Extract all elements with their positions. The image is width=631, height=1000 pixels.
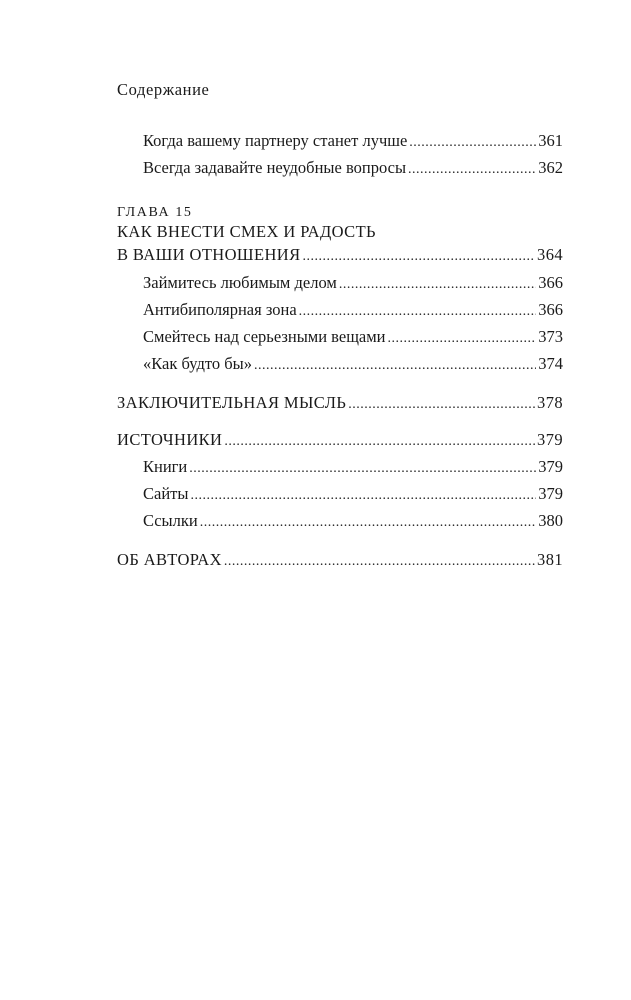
toc-entry-page: 381 — [537, 550, 563, 569]
toc-entry-page: 373 — [538, 327, 563, 346]
toc-entry-page: 374 — [538, 354, 563, 373]
leader-dots — [303, 247, 536, 267]
toc-entry-title: Смейтесь над серьезными вещами — [143, 327, 386, 346]
leader-dots — [348, 395, 535, 415]
chapter-title-line1: КАК ВНЕСТИ СМЕХ И РАДОСТЬ — [117, 222, 376, 241]
toc-entry[interactable] — [143, 327, 563, 349]
toc-chapter-entry[interactable] — [117, 245, 563, 267]
toc-entry-page: 380 — [538, 511, 563, 530]
toc-entry-title: Займитесь любимым делом — [143, 273, 337, 292]
toc-entry-page: 364 — [537, 245, 563, 264]
toc-entry-title: Сайты — [143, 484, 189, 503]
toc-entry-page: 366 — [538, 273, 563, 292]
toc-entry-title: Всегда задавайте неудобные вопросы — [143, 158, 407, 177]
toc-sources[interactable] — [117, 430, 563, 452]
leader-dots — [254, 356, 536, 376]
toc-entry-title: Ссылки — [143, 511, 198, 530]
leader-dots — [189, 459, 536, 479]
leader-dots — [224, 432, 535, 452]
leader-dots — [299, 302, 537, 322]
toc-entry-title: ОБ АВТОРАХ — [117, 550, 222, 569]
toc-entry[interactable] — [143, 273, 563, 295]
toc-entry-title: Когда вашему партнеру станет лучше — [143, 131, 408, 150]
toc-entry-page: 366 — [538, 300, 563, 319]
leader-dots — [408, 160, 536, 180]
toc-entry-page: 361 — [538, 131, 563, 150]
toc-entry-page: 379 — [537, 430, 563, 449]
toc-entry-title: ЗАКЛЮЧИТЕЛЬНАЯ МЫСЛЬ — [117, 393, 347, 412]
toc-entry-title: Книги — [143, 457, 188, 476]
toc-entry-title: Антибиполярная зона — [143, 300, 297, 319]
toc-about-authors[interactable] — [117, 550, 563, 572]
leader-dots — [339, 275, 536, 295]
toc-entry-title: «Как будто бы» — [143, 354, 252, 373]
toc-entry-page: 378 — [537, 393, 563, 412]
toc-entry-page: 379 — [538, 457, 563, 476]
toc-entry[interactable] — [143, 300, 563, 322]
leader-dots — [200, 513, 537, 533]
toc-entry[interactable] — [143, 484, 563, 506]
leader-dots — [409, 133, 536, 153]
leader-dots — [224, 552, 535, 572]
running-header: Содержание — [117, 80, 210, 99]
toc-entry-page: 362 — [538, 158, 563, 177]
toc-entry[interactable] — [143, 131, 563, 153]
leader-dots — [190, 486, 536, 506]
leader-dots — [388, 329, 537, 349]
toc-final-thought[interactable] — [117, 393, 563, 415]
chapter-title-line2: В ВАШИ ОТНОШЕНИЯ — [117, 245, 301, 264]
toc-entry[interactable] — [143, 511, 563, 533]
toc-entry-title: ИСТОЧНИКИ — [117, 430, 223, 449]
toc-entry[interactable] — [143, 354, 563, 376]
toc-entry[interactable] — [143, 158, 563, 180]
toc-entry-page: 379 — [538, 484, 563, 503]
chapter-label: ГЛАВА 15 — [117, 205, 193, 220]
toc-entry[interactable] — [143, 457, 563, 479]
